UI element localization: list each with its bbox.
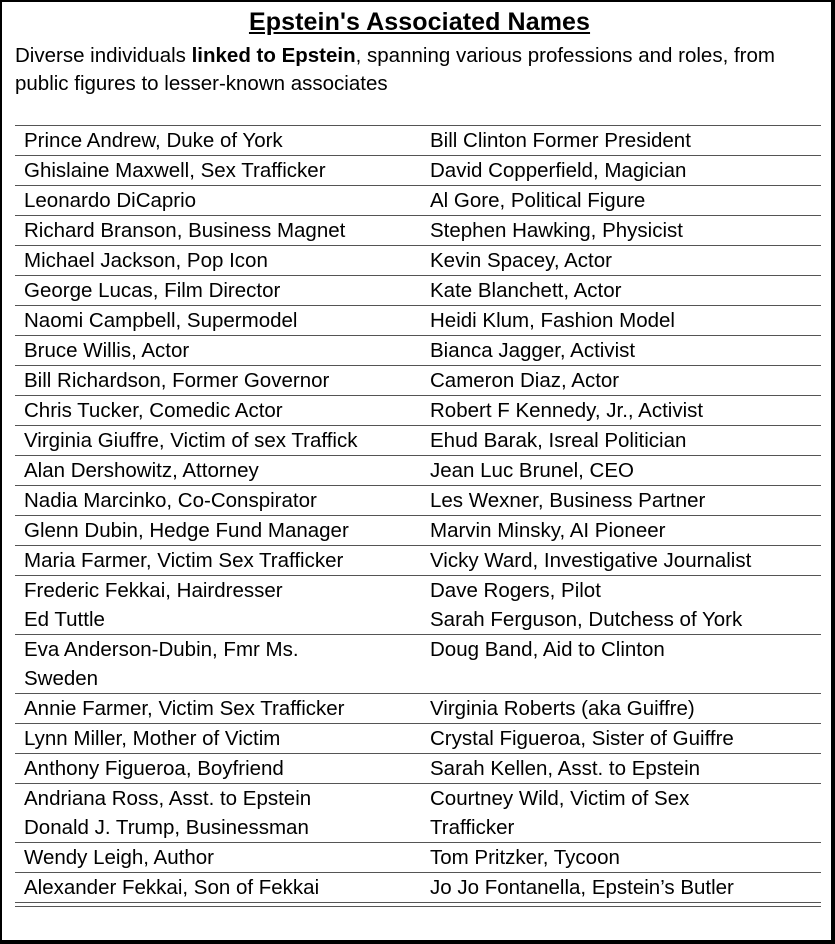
name-cell-right: Marvin Minsky, AI Pioneer: [418, 516, 821, 546]
table-row: [15, 426, 821, 456]
name-cell-right: Tom Pritzker, Tycoon: [418, 843, 821, 873]
table-row: [15, 843, 821, 873]
name-cell-right: Dave Rogers, Pilot Sarah Ferguson, Dutchess of York: [418, 576, 821, 635]
subtitle-suffix: , spanning various professions and roles, from public figures to lesser-known associates: [15, 44, 775, 95]
table-row: [15, 873, 821, 903]
name-cell-right: Heidi Klum, Fashion Model: [418, 306, 821, 336]
names-table-body: [15, 126, 821, 903]
page-title: Epstein's Associated Names: [248, 8, 591, 36]
table-row: [15, 456, 821, 486]
table-row: [15, 724, 821, 754]
table-row: [15, 635, 821, 694]
name-cell-right: Courtney Wild, Victim of Sex Trafficker: [418, 784, 821, 843]
name-cell-right: Kate Blanchett, Actor: [418, 276, 821, 306]
name-cell-right: Bianca Jagger, Activist: [418, 336, 821, 366]
name-cell-left: Wendy Leigh, Author: [15, 843, 418, 873]
name-cell-left: Prince Andrew, Duke of York: [15, 126, 418, 156]
name-cell-right: Robert F Kennedy, Jr., Activist: [418, 396, 821, 426]
name-cell-right: David Copperfield, Magician: [418, 156, 821, 186]
name-cell-right: Sarah Kellen, Asst. to Epstein: [418, 754, 821, 784]
name-cell-right: Crystal Figueroa, Sister of Guiffre: [418, 724, 821, 754]
table-row: [15, 336, 821, 366]
name-cell-left: Bill Richardson, Former Governor: [15, 366, 418, 396]
name-cell-left: Frederic Fekkai, Hairdresser Ed Tuttle: [15, 576, 418, 635]
name-cell-left: Andriana Ross, Asst. to Epstein Donald J. Trump, Businessman: [15, 784, 418, 843]
table-row: [15, 276, 821, 306]
name-cell-left: Alan Dershowitz, Attorney: [15, 456, 418, 486]
table-row: [15, 694, 821, 724]
name-cell-right: Jo Jo Fontanella, Epstein’s Butler: [418, 873, 821, 903]
table-row: [15, 546, 821, 576]
name-cell-right: Virginia Roberts (aka Guiffre): [418, 694, 821, 724]
table-row: [15, 396, 821, 426]
name-cell-left: Leonardo DiCaprio: [15, 186, 418, 216]
table-row: [15, 516, 821, 546]
name-cell-left: Chris Tucker, Comedic Actor: [15, 396, 418, 426]
name-cell-left: Virginia Giuffre, Victim of sex Traffick: [15, 426, 418, 456]
name-cell-right: Bill Clinton Former President: [418, 126, 821, 156]
name-cell-left: Alexander Fekkai, Son of Fekkai: [15, 873, 418, 903]
name-cell-left: Richard Branson, Business Magnet: [15, 216, 418, 246]
table-row: [15, 306, 821, 336]
table-row: [15, 156, 821, 186]
table-row: [15, 216, 821, 246]
table-row: [15, 576, 821, 635]
subtitle-bold: linked to Epstein: [191, 44, 356, 67]
name-cell-left: Anthony Figueroa, Boyfriend: [15, 754, 418, 784]
table-row: [15, 126, 821, 156]
name-cell-right: Stephen Hawking, Physicist: [418, 216, 821, 246]
name-cell-left: Glenn Dubin, Hedge Fund Manager: [15, 516, 418, 546]
name-cell-right: Jean Luc Brunel, CEO: [418, 456, 821, 486]
name-cell-left: Lynn Miller, Mother of Victim: [15, 724, 418, 754]
table-row: [15, 754, 821, 784]
name-cell-right: Kevin Spacey, Actor: [418, 246, 821, 276]
table-row: [15, 246, 821, 276]
table-bottom-line: [15, 906, 821, 907]
name-cell-right: Ehud Barak, Isreal Politician: [418, 426, 821, 456]
name-cell-right: Doug Band, Aid to Clinton: [418, 635, 821, 694]
table-row: [15, 784, 821, 843]
name-cell-left: Annie Farmer, Victim Sex Trafficker: [15, 694, 418, 724]
name-cell-left: Eva Anderson-Dubin, Fmr Ms. Sweden: [15, 635, 418, 694]
table-row: [15, 486, 821, 516]
name-cell-left: Ghislaine Maxwell, Sex Trafficker: [15, 156, 418, 186]
name-cell-right: Vicky Ward, Investigative Journalist: [418, 546, 821, 576]
subtitle: [15, 42, 825, 98]
name-cell-left: Maria Farmer, Victim Sex Trafficker: [15, 546, 418, 576]
name-cell-right: Al Gore, Political Figure: [418, 186, 821, 216]
name-cell-right: Cameron Diaz, Actor: [418, 366, 821, 396]
name-cell-left: George Lucas, Film Director: [15, 276, 418, 306]
subtitle-prefix: Diverse individuals: [15, 44, 192, 67]
names-table: [15, 125, 821, 903]
name-cell-left: Bruce Willis, Actor: [15, 336, 418, 366]
table-row: [15, 366, 821, 396]
name-cell-right: Les Wexner, Business Partner: [418, 486, 821, 516]
table-row: [15, 186, 821, 216]
name-cell-left: Naomi Campbell, Supermodel: [15, 306, 418, 336]
name-cell-left: Michael Jackson, Pop Icon: [15, 246, 418, 276]
name-cell-left: Nadia Marcinko, Co-Conspirator: [15, 486, 418, 516]
